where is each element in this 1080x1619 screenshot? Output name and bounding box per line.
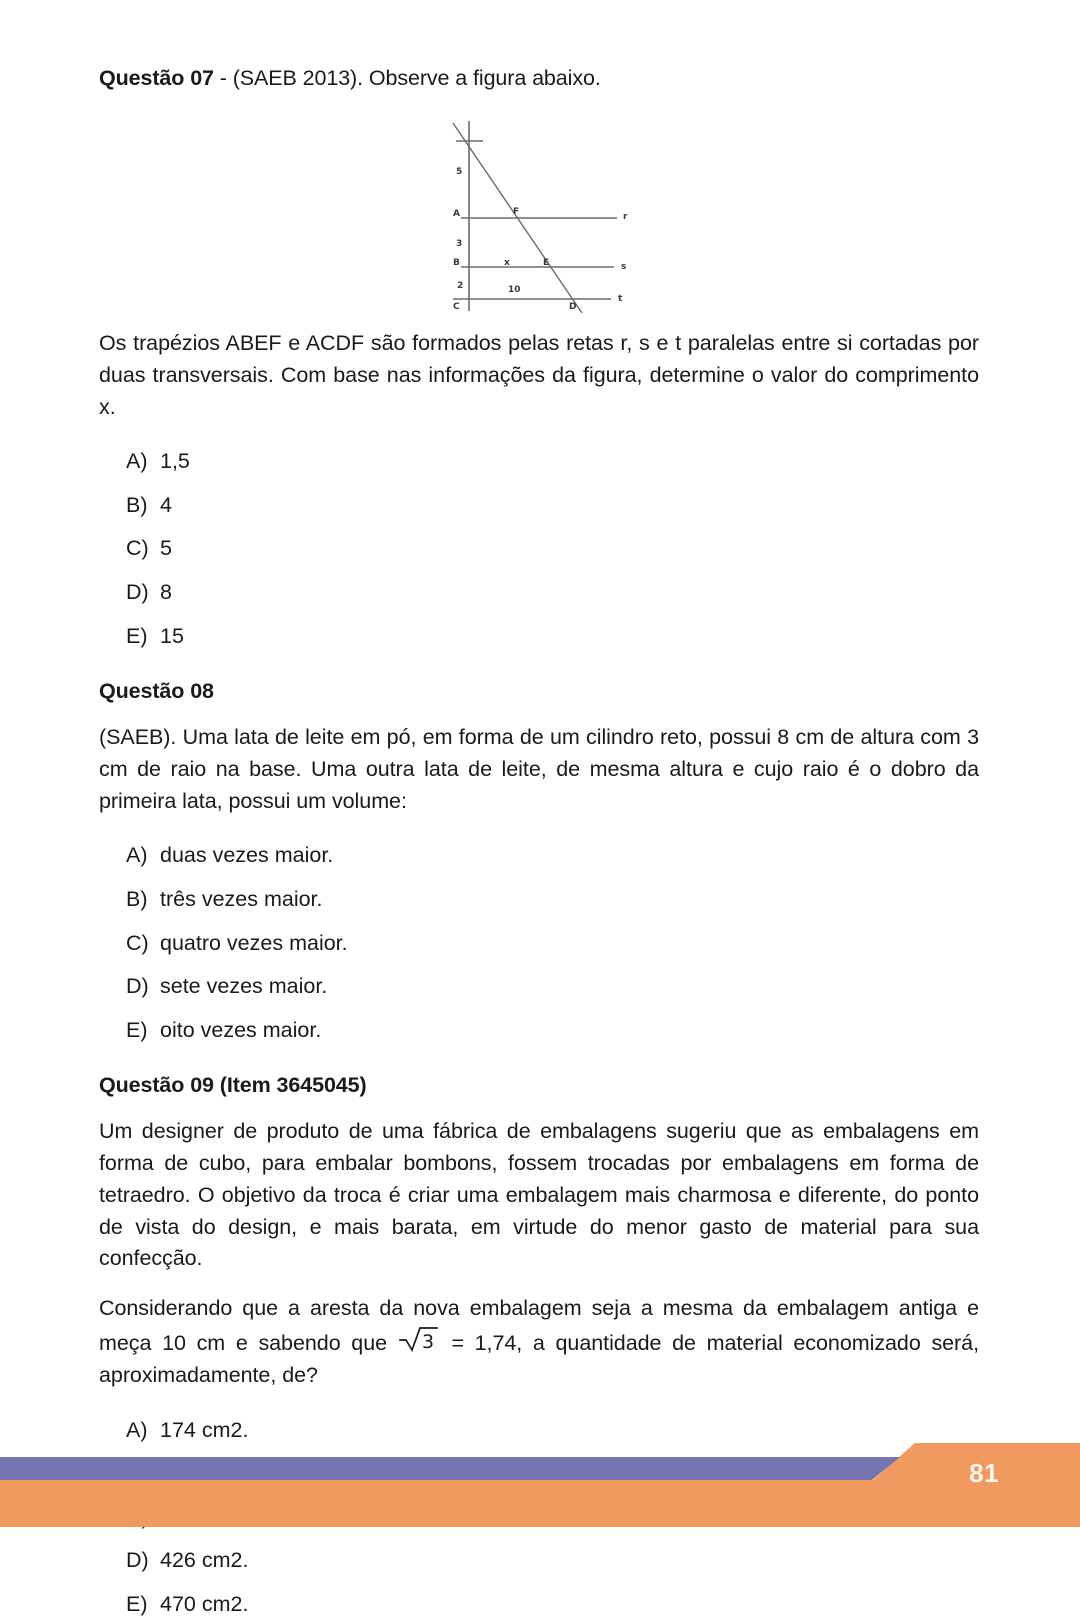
option-c[interactable] [99,533,979,564]
questao-08-heading [99,677,979,706]
page-number: 81 [969,1458,999,1488]
option-c-letter: C) [126,930,149,955]
option-a-text: duas vezes maior. [160,843,334,868]
svg-text:2: 2 [457,281,464,292]
option-e-letter: E) [126,623,148,648]
svg-text:3: 3 [456,239,463,250]
option-a-text: 174 cm2. [160,1417,249,1442]
option-d[interactable] [99,971,979,1002]
option-a[interactable] [99,840,979,871]
option-a[interactable] [99,446,979,477]
option-d-letter: D) [126,580,149,604]
option-e-letter: E) [126,1017,148,1042]
questao-09-heading [99,1071,979,1100]
questao-09-statement-paragraph-2 [99,1293,979,1391]
square-root-icon [398,1325,441,1353]
option-a-letter: A) [126,449,148,474]
svg-text:B: B [453,258,460,269]
option-b[interactable] [99,490,979,521]
option-e-text: 470 cm2. [160,1591,249,1616]
svg-text:x: x [504,258,510,269]
option-e[interactable] [99,621,979,652]
option-d-text: 8 [160,580,172,604]
questao-07-statement: Os trapézios ABEF e ACDF são formados pelas retas r, s e t paralelas entre si cortadas por duas transversais. Com base nas informações da figura, determine o valor do comprimento x. [99,331,979,419]
svg-text:s: s [621,262,627,273]
questao-08-heading-bold: Questão 08 [99,679,214,704]
svg-text:C: C [453,302,460,313]
orange-band [0,1480,1080,1527]
questao-07-heading-rest: - (SAEB 2013). Observe a figura abaixo. [213,66,601,90]
option-b-letter: B) [126,887,148,911]
questao-07-heading-bold: Questão 07 [99,66,214,90]
svg-text:E: E [543,258,550,269]
option-e[interactable] [99,1589,979,1619]
option-d[interactable] [99,1545,979,1576]
radicand-value: 3 [421,1330,434,1353]
questao-07-heading [99,64,979,93]
option-e-text: oito vezes maior. [160,1017,322,1042]
svg-text:10: 10 [508,285,521,296]
purple-band [0,1457,900,1480]
svg-text:D: D [569,302,577,313]
option-c[interactable] [99,928,979,959]
questao-08-options [99,840,979,1045]
questao-09-heading-bold: Questão 09 (Item 3645045) [99,1073,367,1098]
questao-08-statement: (SAEB). Uma lata de leite em pó, em forma de um cilindro reto, possui 8 cm de altura com 3 cm de raio na base. Uma outra lata de leite, de mesma altura e cujo raio é o dobro da primeira lata, possui um volume: [99,725,979,813]
svg-text:F: F [513,207,520,218]
option-c-text: 5 [160,536,172,561]
option-d-text: sete vezes maior. [160,974,328,999]
svg-text:5: 5 [456,167,463,178]
svg-text:t: t [618,294,623,305]
option-b-text: três vezes maior. [160,887,323,911]
page-content [99,64,979,1619]
option-d-letter: D) [126,974,149,999]
page-footer [0,1427,1080,1527]
option-b[interactable] [99,884,979,915]
option-b-text: 4 [160,492,172,517]
option-d-letter: D) [126,1548,149,1573]
questao-09-statement-after-radical: = 1,74, a quantidade de material economizado será, aproximadamente, de? [99,1330,979,1387]
option-d[interactable] [99,577,979,608]
option-c-letter: C) [126,536,149,561]
questao-09-statement-before-radical: Considerando que a aresta da nova embalagem seja a mesma da embalagem antiga e meça 10 cm e sabendo que [99,1296,979,1355]
questao-07-options [99,446,979,651]
parallel-lines-transversals-diagram [99,113,979,318]
option-a-letter: A) [126,1417,148,1442]
option-c-text: quatro vezes maior. [160,930,348,955]
option-a-letter: A) [126,843,148,868]
svg-text:r: r [623,212,628,223]
svg-text:A: A [453,209,460,220]
option-d-text: 426 cm2. [160,1548,249,1573]
option-b-letter: B) [126,492,148,517]
questao-09-statement-paragraph-1: Um designer de produto de uma fábrica de embalagens sugeriu que as embalagens em forma de cubo, para embalar bombons, fossem trocadas por embalagens em forma de tetraedro. O objetivo da troca é criar uma embalagem mais charmosa e diferente, do ponto de vista do design, e mais barata, em virtude do menor gasto de material para sua confecção. [99,1119,979,1271]
option-a-text: 1,5 [160,449,190,474]
option-e-letter: E) [126,1591,148,1616]
option-e[interactable] [99,1015,979,1046]
option-e-text: 15 [160,623,184,648]
